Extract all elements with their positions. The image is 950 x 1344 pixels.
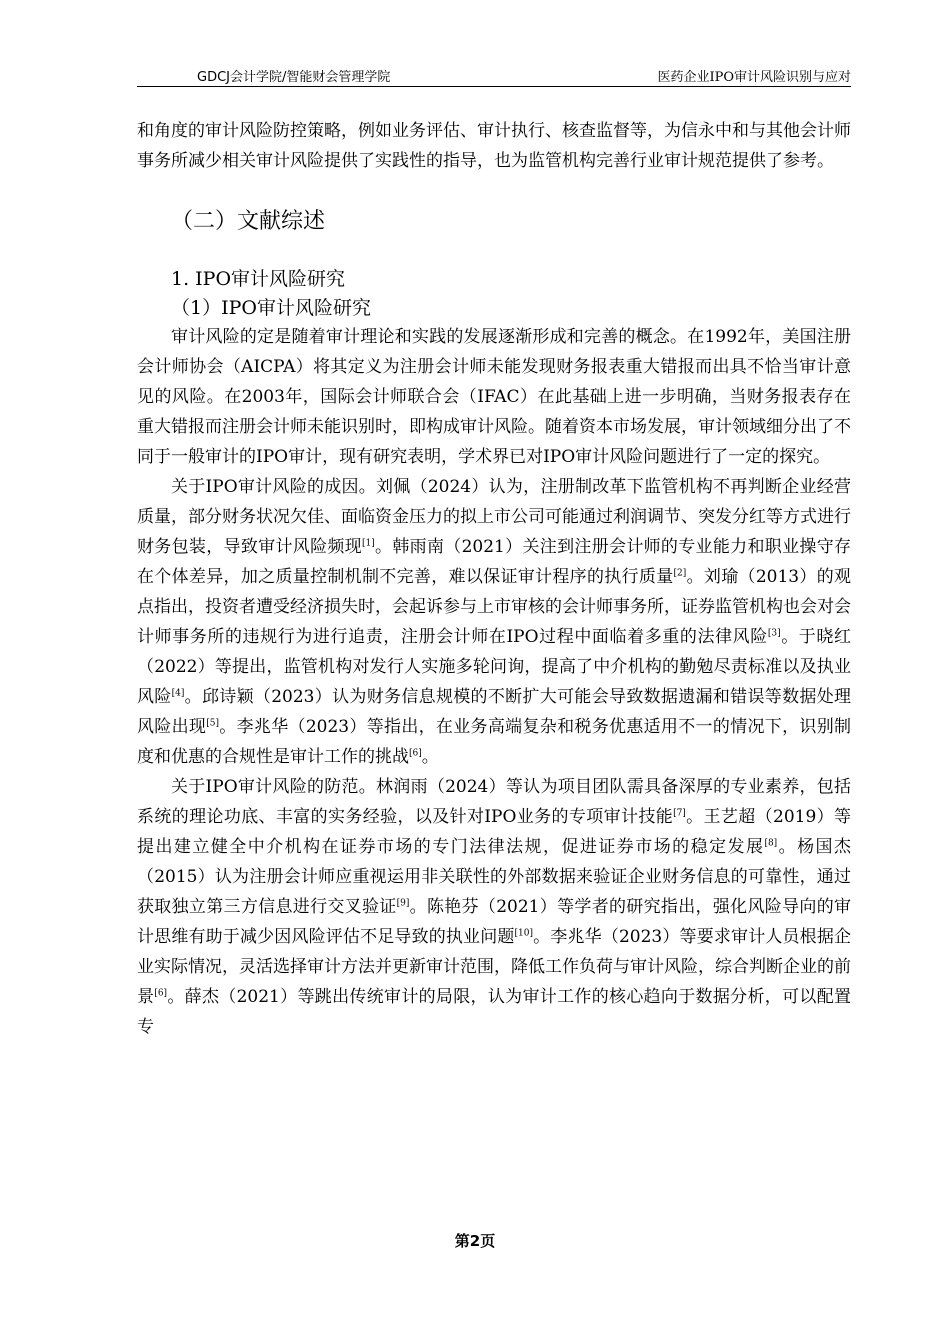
subsubsection-heading: （1）IPO审计风险研究 xyxy=(171,297,371,319)
citation-ref: [10] xyxy=(514,928,534,939)
citation-ref: [4] xyxy=(171,688,185,699)
citation-ref: [6] xyxy=(154,988,168,999)
citation-ref: [6] xyxy=(409,748,422,759)
paragraph-causes: 关于IPO审计风险的成因。刘佩（2024）认为，注册制改革下监管机构不再判断企业经营质量，部分财务状况欠佳、面临资金压力的拟上市公司可能通过利润调节、突发分红等方式进行财务包装，导致审计风险频现[1]。韩雨南（2021）关注到注册会计师的专业能力和职业操守存在个体差异，加之质量控制机制不完善，难以保证审计程序的执行质量[2]。刘瑜（2013）的观点指出，投资者遭受经济损失时，会起诉参与上市审核的会计师事务所，证券监管机构也会对会计师事务所的违规行为进行追责，注册会计师在IPO过程中面临着多重的法律风险[3]。于晓红（2022）等提出，监管机构对发行人实施多轮问询，提高了中介机构的勤勉尽责标准以及执业风险[4]。邱诗颖（2023）认为财务信息规模的不断扩大可能会导致数据遗漏和错误等数据处理风险出现[5]。李兆华（2023）等指出，在业务高端复杂和税务优惠适用不一的情况下，识别制度和优惠的合规性是审计工作的挑战[6]。 xyxy=(137,477,852,767)
subsection-heading: 1. IPO审计风险研究 xyxy=(171,268,346,290)
page-number: 第2页 xyxy=(454,1232,496,1250)
paragraph-definition: 审计风险的定是随着审计理论和实践的发展逐渐形成和完善的概念。在1992年，美国注册会计师协会（AICPA）将其定义为注册会计师未能发现财务报表重大错报而出具不恰当审计意见的风险。在2003年，国际会计师联合会（IFAC）在此基础上进一步明确，当财务报表存在重大错报而注册会计师未能识别时，即构成审计风险。随着资本市场发展，审计领域细分出了不同于一般审计的IPO审计，现有研究表明，学术界已对IPO审计风险问题进行了一定的探究。 xyxy=(137,327,851,467)
page-header xyxy=(137,60,851,87)
citation-ref: [2] xyxy=(673,568,687,579)
header-title: 医药企业IPO审计风险识别与应对 xyxy=(657,70,851,85)
section-heading: （二）文献综述 xyxy=(171,209,326,234)
citation-ref: [8] xyxy=(764,838,778,849)
page-content xyxy=(137,116,851,1042)
citation-ref: [3] xyxy=(767,628,781,639)
paragraph-prevention: 关于IPO审计风险的防范。林润雨（2024）等认为项目团队需具备深厚的专业素养，包括系统的理论功底、丰富的实务经验，以及针对IPO业务的专项审计技能[7]。王艺超（2019）等提出建立健全中介机构在证券市场的专门法律法规，促进证券市场的稳定发展[8]。杨国杰（2015）认为注册会计师应重视运用非关联性的外部数据来验证企业财务信息的可靠性，通过获取独立第三方信息进行交叉验证[9]。陈艳芬（2021）等学者的研究指出，强化风险导向的审计思维有助于减少因风险评估不足导致的执业问题[10]。李兆华（2023）等要求审计人员根据企业实际情况，灵活选择审计方法并更新审计范围，降低工作负荷与审计风险，综合判断企业的前景[6]。薛杰（2021）等跳出传统审计的局限，认为审计工作的核心趋向于数据分析，可以配置专 xyxy=(137,777,852,1037)
citation-ref: [5] xyxy=(206,718,219,729)
citation-ref: [7] xyxy=(673,808,686,819)
header-institution: GDCJ会计学院/智能财会管理学院 xyxy=(197,70,391,85)
citation-ref: [9] xyxy=(396,898,410,909)
citation-ref: [1] xyxy=(362,538,375,549)
paragraph-continued: 和角度的审计风险防控策略，例如业务评估、审计执行、核查监督等，为信永中和与其他会计师事务所减少相关审计风险提供了实践性的指导，也为监管机构完善行业审计规范提供了参考。 xyxy=(137,121,851,171)
